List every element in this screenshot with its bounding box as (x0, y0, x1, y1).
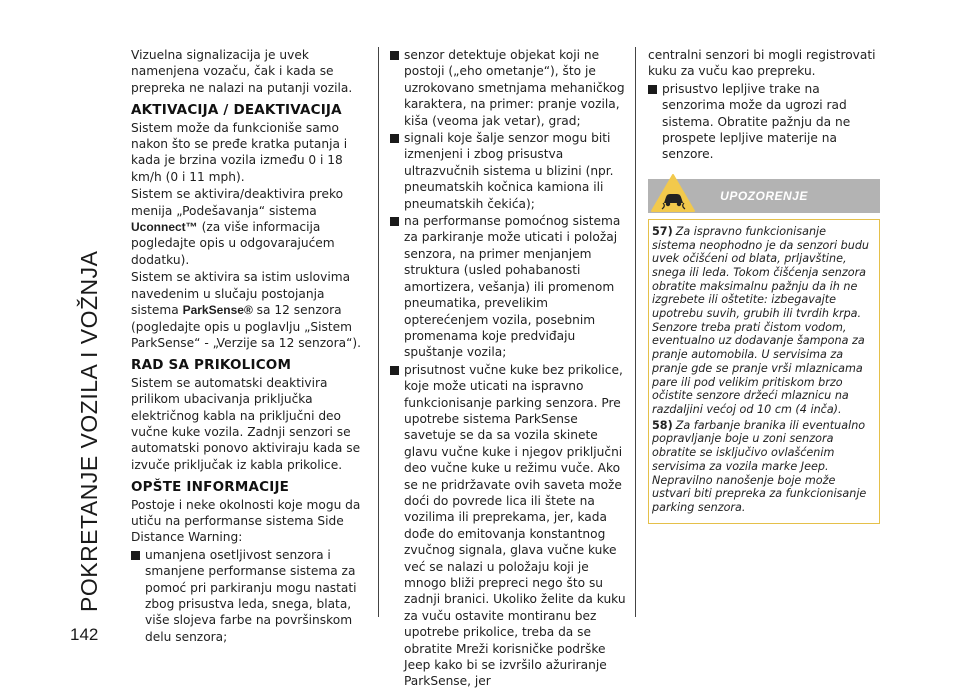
square-bullet-icon (390, 51, 399, 60)
square-bullet-icon (131, 551, 140, 560)
warning-box (648, 219, 880, 524)
heading-trailer: RAD SA PRIKOLICOM (131, 357, 292, 374)
column-1 (131, 47, 371, 646)
list-item: signali koje šalje senzor mogu biti izmenjeni i zbog prisustva ultrazvučnih sistema u blizini (npr. pneumatskih kočnica kamiona ili pneumatskih čekića); (390, 130, 628, 212)
warning-item: 57) Za ispravno funkcionisanje sistema neophodno je da senzori budu uvek očišćeni od blata, prljavštine, snega ili leda. Tokom čišćenja senzora obratite maksimalnu pažnju da ih ne izgrebete ili oštetite: izbegavajte upotrebu suvih, grubih ili tvrdih krpa. Senzore treba prati čistom vodom, eventualno uz dodavanje šampona za pranje automobila. U servisima za pranje gde se pranje vrši mlaznicama pare ili pod velikim pritiskom brzo očistite senzore držeći mlaznicu na razdaljini većoj od 10 cm (4 inča). (652, 224, 870, 416)
activation-paragraph-2: Sistem se aktivira/deaktivira preko menija „Podešavanja“ sistema Uconnect™ (za više informacija pogledajte opis u odgovarajućem dodatku). (131, 187, 344, 267)
list-item: senzor detektuje objekat koji ne postoji („eho ometanje“), što je uzrokovano smetnjama mehaničkog karaktera, na primer: pranje vozila, kiša (veoma jak vetar), grad; (390, 47, 628, 129)
warning-number: 58) (652, 418, 673, 432)
column-divider (378, 47, 379, 617)
square-bullet-icon (390, 366, 399, 375)
list-item: na performanse pomoćnog sistema za parkiranje može uticati i položaj senzora, na primer menjanjem struktura (usled pohabanosti amortizera, vešanja) ili promenom pneumatika, prevelikim opterećenjem vozila, posebnim promenama koje predviđaju spuštanje vozila; (390, 213, 628, 361)
continued-paragraph: centralni senzori bi mogli registrovati kuku za vuču kao prepreku. (648, 48, 876, 79)
general-paragraph: Postoje i neke okolnosti koje mogu da utiču na performanse sistema Side Distance Warning: (131, 497, 361, 545)
activation-paragraph-3: Sistem se aktivira sa istim uslovima navedenim u slučaju postojanja sistema ParkSense® sa 12 senzora (pogledajte opis u poglavlju „Sistem ParkSense“ - „Verzije sa 12 senzora“). (131, 270, 362, 350)
list-item: prisustvo lepljive trake na senzorima može da ugrozi rad sistema. Obratite pažnju da ne prospete lepljive materije na senzore. (648, 81, 880, 163)
activation-paragraph-1: Sistem može da funkcioniše samo nakon što se pređe kratka putanja i kada je brzina vozila između 0 i 18 km/h (0 i 11 mph). (131, 120, 348, 184)
intro-paragraph: Vizuelna signalizacija je uvek namenjena vozaču, čak i kada se prepreka ne nalazi na putanji vozila. (131, 48, 353, 95)
square-bullet-icon (390, 134, 399, 143)
warning-item: 58) Za farbanje branika ili eventualno popravljanje boje u zoni senzora obratite se isključivo ovlašćenim servisima za vozila marke Jeep. Nepravilno nanošenje boje može ustvari biti prepreka za funkcionisanje parking senzora. (652, 418, 867, 514)
column-divider (635, 47, 636, 617)
heading-general: OPŠTE INFORMACIJE (131, 479, 290, 496)
parksense-brand: ParkSense® (182, 303, 253, 318)
warning-number: 57) (652, 224, 673, 238)
page-number: 142 (70, 625, 99, 644)
side-chapter-title: POKRETANJE VOZILA I VOŽNJA (76, 250, 102, 612)
square-bullet-icon (648, 85, 657, 94)
heading-activation: AKTIVACIJA / DEAKTIVACIJA (131, 102, 342, 119)
warning-title: UPOZORENJE (720, 188, 808, 203)
square-bullet-icon (390, 217, 399, 226)
column-3 (648, 47, 880, 524)
uconnect-brand: Uconnect™ (131, 220, 198, 235)
trailer-paragraph: Sistem se automatski deaktivira prilikom ubacivanja priključka električnog kabla na priključni deo vučne kuke vozila. Zadnji senzori se automatski ponovo aktiviraju kada se izvuče priključak iz kabla prikolice. (131, 375, 361, 472)
list-item: umanjena osetljivost senzora i smanjene performanse sistema za pomoć pri parkiranju mogu nastati zbog prisustva leda, snega, blata, više slojeva farbe na površinskom delu senzora; (131, 547, 371, 645)
column-2 (390, 47, 628, 691)
warning-header (648, 179, 880, 213)
list-item: prisutnost vučne kuke bez prikolice, koje može uticati na ispravno funkcionisanje parking senzora. Pre upotrebe sistema ParkSense savetuje se da sa vozila skinete glavu vučne kuke i njegov priključni deo vučne kuke u režimu vuče. Ako se ne pridržavate ovih saveta može doći do povrede lica ili štete na vozilima ili preprekama, jer, kada dođe do emitovanja konstantnog zvučnog signala, glava vučne kuke već se nalazi u položaju koji je mnogo bliži prepreci nego što su zadnji branici. Ukoliko želite da kuku za vuču ostavite montiranu bez upotrebe prikolice, treba da se obratite Mreži korisničke podrške Jeep kako bi se izvršilo ažuriranje ParkSense, jer (390, 362, 628, 690)
